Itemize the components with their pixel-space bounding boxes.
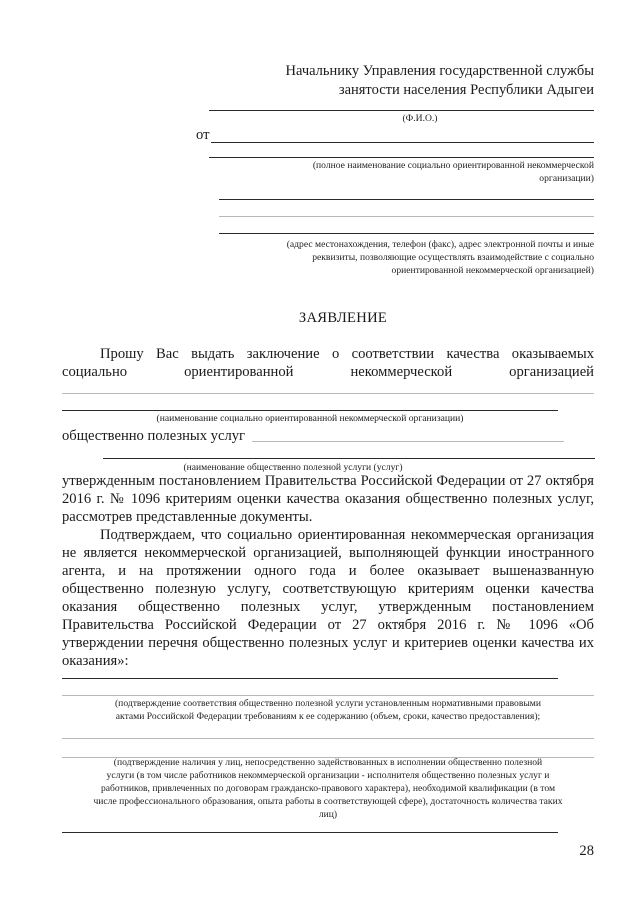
address-fill-line-2[interactable]	[219, 216, 594, 217]
address-caption-1: (адрес местонахождения, телефон (факс), адрес электронной почты и иные	[286, 239, 594, 250]
staff-fill-line-3[interactable]	[62, 832, 558, 833]
service-name-fill-line[interactable]	[103, 458, 595, 459]
org-name-fill-line-2[interactable]	[62, 410, 558, 411]
confirm-fill-line-2[interactable]	[62, 695, 594, 696]
staff-caption-2: услуги (в том числе работников некоммерческой организации - исполнителя общественно полезных услуг и	[106, 770, 550, 781]
confirm-caption-2: актами Российской Федерации требованиям к ее содержанию (объем, сроки, качество предоставления);	[115, 711, 541, 722]
org-name-caption: (наименование социально ориентированной некоммерческой организации)	[156, 413, 464, 424]
addressee-line-2: занятости населения Республики Адыгеи	[338, 82, 594, 98]
address-fill-line-1[interactable]	[219, 199, 594, 200]
staff-caption-5: лиц)	[318, 809, 338, 820]
criteria-paragraph: утвержденным постановлением Правительства Российской Федерации от 27 октября 2016 г. № 1096 критериям оценки качества оказания общественно полезных услуг, рассмотрев представленные документы.	[62, 473, 594, 525]
confirmation-paragraph: Подтверждаем, что социально ориентированная некоммерческая организация не является некоммерческой организацией, выполняющей функции иностранного агента, и на протяжении одного года и более оказывает вышеназванную общественно полезную услугу, соответствующую критериям оценки качества оказания общественно полезных услуг, утвержденным постановлением Правительства Российской Федерации от 27 октября 2016 г. № 1096 «Об утверждении перечня общественно полезных услуг и критериев оценки качества их оказания»:	[62, 527, 594, 669]
fio-caption: (Ф.И.О.)	[402, 113, 438, 124]
from-label: от	[196, 127, 210, 143]
staff-caption-1: (подтверждение наличия у лиц, непосредственно задействованных в исполнении общественно полезной	[113, 757, 543, 768]
address-caption-2: реквизиты, позволяющие осуществлять взаимодействие с социально	[312, 252, 594, 263]
fio-fill-line[interactable]	[209, 110, 594, 111]
org-fill-line[interactable]	[209, 157, 594, 158]
addressee-line-1: Начальнику Управления государственной службы	[285, 63, 594, 79]
page-number: 28	[579, 843, 594, 859]
services-fill-line[interactable]	[252, 441, 564, 442]
address-caption-3: ориентированной некоммерческой организацией)	[391, 265, 594, 276]
request-line-1: Прошу Вас выдать заключение о соответствии качества оказываемых	[100, 346, 594, 362]
confirm-caption-1: (подтверждение соответствия общественно полезной услуги установленным нормативными правовыми	[114, 698, 542, 709]
confirm-fill-line-1[interactable]	[62, 678, 558, 679]
staff-caption-3: работников, привлеченных по договорам гражданско-правового характера), необходимой квалификации (в том	[100, 783, 556, 794]
org-name-fill-line-1[interactable]	[62, 393, 594, 394]
org-caption-2: организации)	[539, 173, 594, 184]
services-label: общественно полезных услуг	[62, 428, 246, 444]
request-line-2: социально ориентированной некоммерческой организацией	[62, 364, 594, 380]
staff-caption-4: числе профессионального образования, опыта работы в соответствующей сфере), достаточность количества таких	[93, 796, 563, 807]
staff-fill-line-1[interactable]	[62, 738, 594, 739]
address-fill-line-3[interactable]	[219, 233, 594, 234]
service-name-caption: (наименование общественно полезной услуги (услуг)	[183, 462, 403, 473]
org-caption-1: (полное наименование социально ориентированной некоммерческой	[312, 160, 594, 171]
from-fill-line[interactable]	[211, 142, 594, 143]
document-title: ЗАЯВЛЕНИЕ	[298, 310, 388, 326]
